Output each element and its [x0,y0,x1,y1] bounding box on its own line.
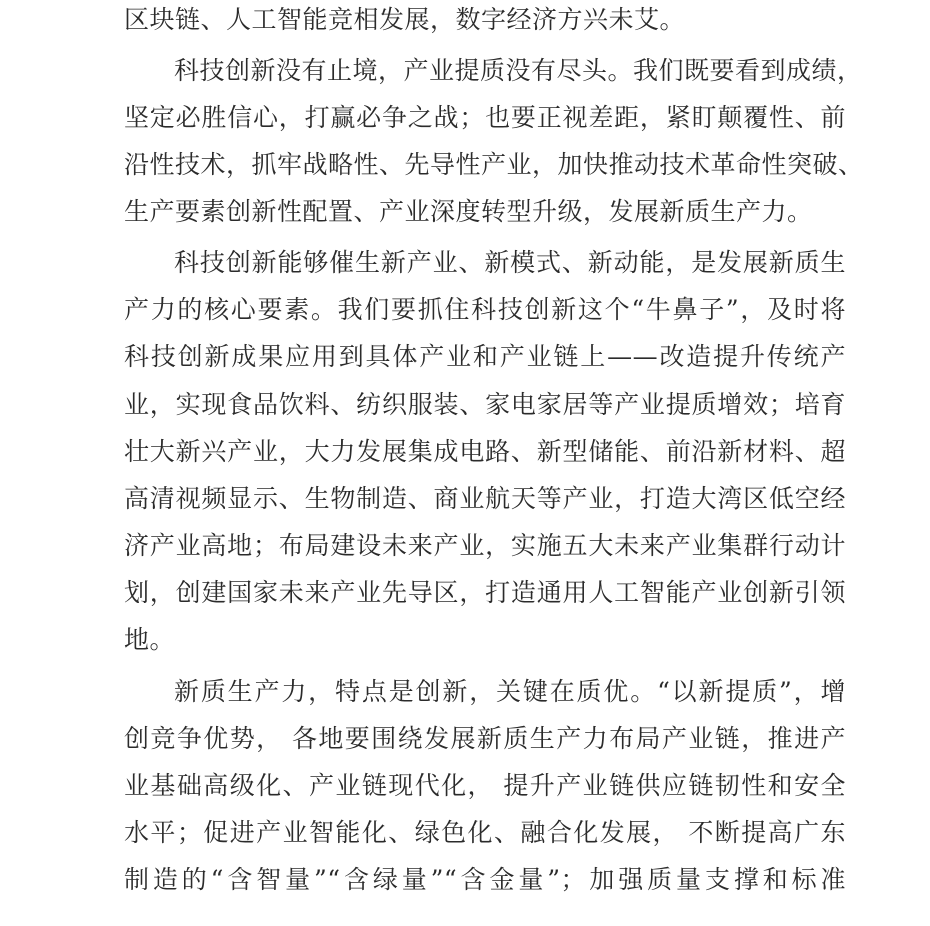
text-line-12: 济产业高地；布局建设未来产业，实施五大未来产业集群行动计 [124,531,846,560]
text-line-7: 产力的核心要素。我们要抓住科技创新这个“牛鼻子”，及时将 [124,295,846,324]
text-line-17: 业基础高级化、产业链现代化， 提升产业链供应链韧性和安全 [124,771,846,800]
text-line-16: 创竞争优势， 各地要围绕发展新质生产力布局产业链，推进产 [124,724,846,753]
text-line-6: 科技创新能够催生新产业、新模式、新动能，是发展新质生 [174,248,846,277]
text-line-10: 壮大新兴产业，大力发展集成电路、新型储能、前沿新材料、超 [124,437,846,466]
text-line-18: 水平；促进产业智能化、绿色化、融合化发展， 不断提高广东 [124,818,846,847]
text-line-13: 划，创建国家未来产业先导区，打造通用人工智能产业创新引领 [124,578,846,607]
text-line-8: 科技创新成果应用到具体产业和产业链上——改造提升传统产 [124,342,846,371]
text-line-15: 新质生产力，特点是创新，关键在质优。“以新提质”，增 [174,677,846,706]
text-line-11: 高清视频显示、生物制造、商业航天等产业，打造大湾区低空经 [124,484,846,513]
text-line-2: 科技创新没有止境，产业提质没有尽头。我们既要看到成绩， [174,56,863,85]
text-line-19: 制造的“含智量”“含绿量”“含金量”；加强质量支撑和标准 [124,865,846,894]
text-line-4: 沿性技术，抓牢战略性、先导性产业，加快推动技术革命性突破、 [124,150,864,179]
text-line-1: 区块链、人工智能竞相发展，数字经济方兴未艾。 [124,5,686,34]
text-line-5: 生产要素创新性配置、产业深度转型升级，发展新质生产力。 [124,197,813,226]
text-line-9: 业，实现食品饮料、纺织服装、家电家居等产业提质增效；培育 [124,390,846,419]
text-line-3: 坚定必胜信心，打赢必争之战；也要正视差距，紧盯颠覆性、前 [124,103,846,132]
text-line-14: 地。 [124,625,176,654]
